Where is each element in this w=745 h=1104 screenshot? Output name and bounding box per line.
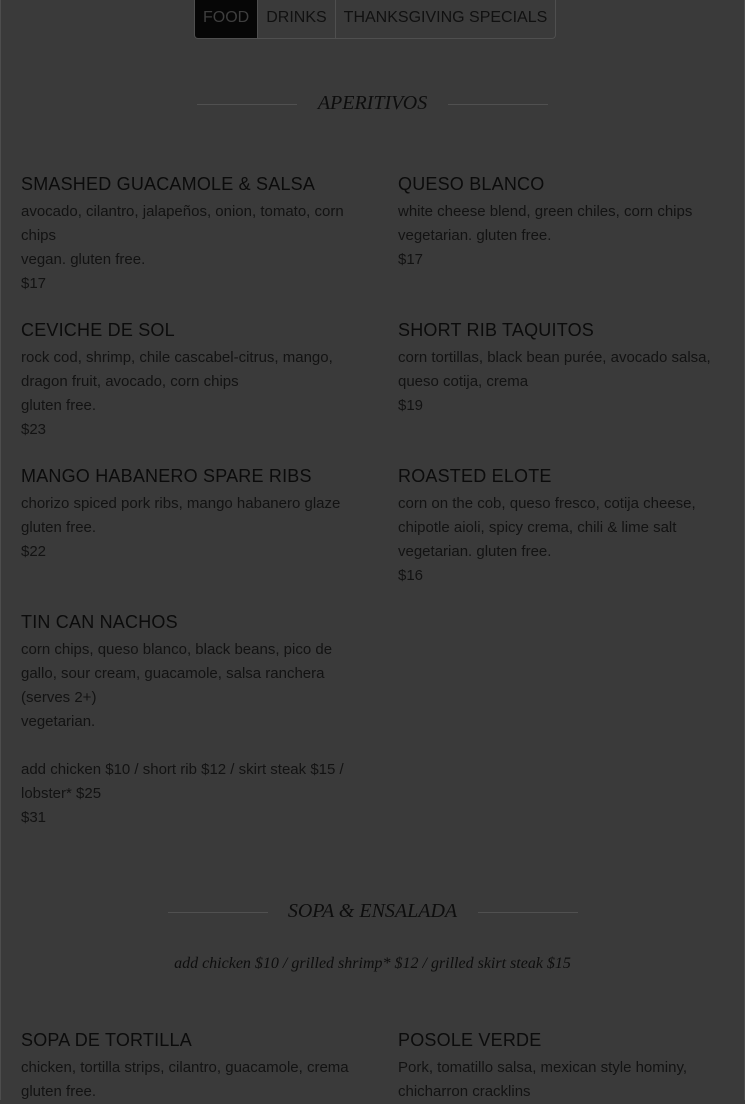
item-name: SHORT RIB TAQUITOS — [398, 320, 594, 340]
section-title: SOPA & ENSALADA — [268, 900, 477, 923]
item-name: ROASTED ELOTE — [398, 466, 552, 486]
item-description: avocado, cilantro, jalapeños, onion, tomato, corn — [21, 203, 344, 220]
tab-thanksgiving-specials[interactable]: THANKSGIVING SPECIALS — [335, 0, 556, 38]
item-description: gallo, sour cream, guacamole, salsa ranchera — [21, 665, 325, 682]
divider-line-left — [168, 912, 268, 913]
item-description: rock cod, shrimp, chile cascabel-citrus, mango, — [21, 349, 333, 366]
item-price: $17 — [398, 251, 424, 268]
menu-item-elote — [398, 464, 733, 588]
item-description: Pork, tomatillo salsa, mexican style hominy, — [398, 1059, 687, 1076]
section-title: APERITIVOS — [298, 92, 447, 115]
menu-item-guacamole — [21, 172, 356, 296]
item-price: $22 — [21, 543, 47, 560]
item-name: TIN CAN NACHOS — [21, 612, 178, 632]
tab-drinks[interactable]: DRINKS — [257, 0, 334, 38]
item-diet: vegetarian. gluten free. — [398, 543, 552, 560]
item-diet: gluten free. — [21, 1083, 97, 1100]
item-description: white cheese blend, green chiles, corn chips — [398, 203, 693, 220]
item-diet: vegetarian. — [21, 713, 96, 730]
item-description: (serves 2+) — [21, 689, 97, 706]
section-header-aperitivos — [0, 92, 745, 115]
item-description: chipotle aioli, spicy crema, chili & lime salt — [398, 519, 677, 536]
item-description: chorizo spiced pork ribs, mango habanero glaze — [21, 495, 341, 512]
item-diet: gluten free. — [21, 397, 97, 414]
item-name: POSOLE VERDE — [398, 1030, 542, 1050]
item-name: CEVICHE DE SOL — [21, 320, 175, 340]
menu-item-nachos — [21, 610, 356, 830]
item-name: SOPA DE TORTILLA — [21, 1030, 192, 1050]
item-description: chicken, tortilla strips, cilantro, guacamole, crema — [21, 1059, 349, 1076]
item-diet: vegan. gluten free. — [21, 251, 146, 268]
tab-food[interactable]: FOOD — [195, 0, 257, 38]
item-spacer — [21, 734, 356, 758]
item-name: QUESO BLANCO — [398, 174, 545, 194]
item-description: corn tortillas, black bean purée, avocado salsa, — [398, 349, 711, 366]
item-price: $31 — [21, 809, 47, 826]
item-diet: gluten free. — [21, 519, 97, 536]
item-description: chips — [21, 227, 57, 244]
item-price: $16 — [398, 567, 424, 584]
section-header-sopa-ensalada — [0, 900, 745, 923]
item-price: $17 — [21, 275, 47, 292]
item-addons: lobster* $25 — [21, 785, 102, 802]
item-name: MANGO HABANERO SPARE RIBS — [21, 466, 312, 486]
section-note: add chicken $10 / grilled shrimp* $12 / grilled skirt steak $15 — [174, 955, 571, 972]
divider-line-right — [448, 104, 548, 105]
item-description: corn on the cob, queso fresco, cotija cheese, — [398, 495, 696, 512]
menu-item-posole-verde — [398, 1028, 733, 1104]
divider-line-right — [478, 912, 578, 913]
item-description: queso cotija, crema — [398, 373, 529, 390]
item-price: $19 — [398, 397, 424, 414]
item-addons: add chicken $10 / short rib $12 / skirt steak $15 / — [21, 761, 344, 778]
item-diet: vegetarian. gluten free. — [398, 227, 552, 244]
item-description: corn chips, queso blanco, black beans, pico de — [21, 641, 333, 658]
menu-tabs — [194, 0, 556, 39]
item-description: chicharron cracklins — [398, 1083, 531, 1100]
menu-item-taquitos — [398, 318, 733, 418]
divider-line-left — [197, 104, 297, 105]
menu-item-ceviche — [21, 318, 356, 442]
menu-item-queso-blanco — [398, 172, 733, 272]
menu-item-spare-ribs — [21, 464, 356, 564]
item-description: dragon fruit, avocado, corn chips — [21, 373, 239, 390]
item-price: $23 — [21, 421, 47, 438]
menu-item-sopa-tortilla — [21, 1028, 356, 1104]
item-name: SMASHED GUACAMOLE & SALSA — [21, 174, 316, 194]
